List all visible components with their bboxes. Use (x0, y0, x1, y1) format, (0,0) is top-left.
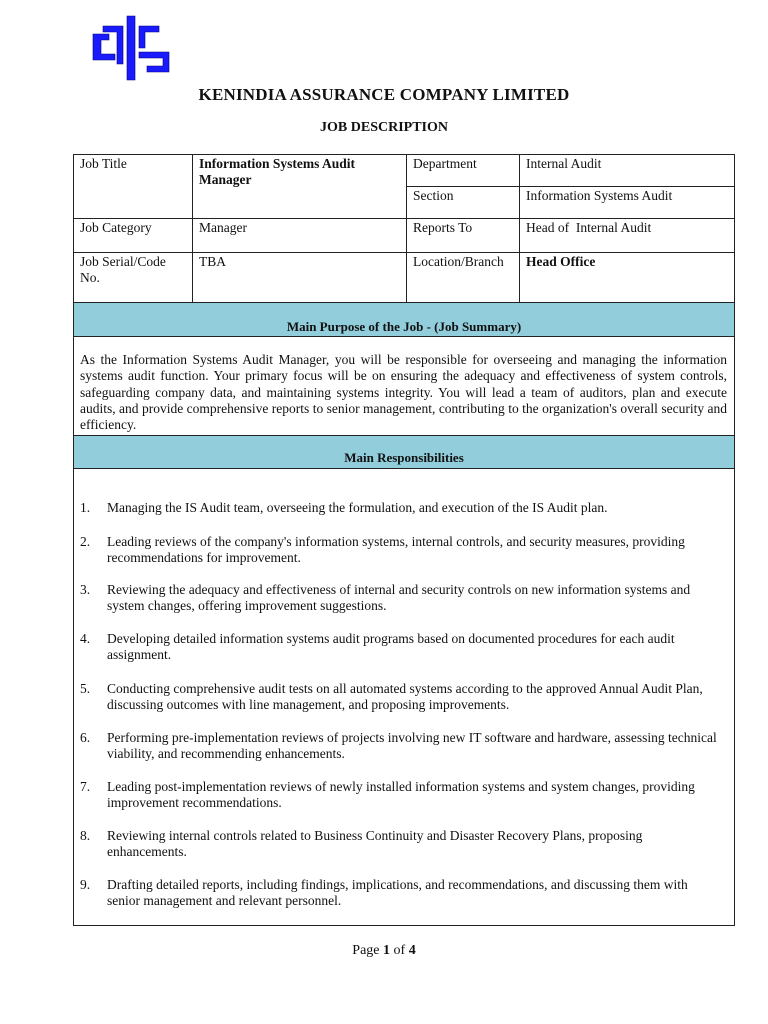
job-serial-label: Job Serial/Code No. (80, 254, 166, 285)
responsibility-text: Leading reviews of the company's information systems, internal controls, and security measures, providing recommendations for improvement. (107, 534, 685, 566)
responsibility-number: 8. (80, 828, 91, 843)
responsibility-text: Drafting detailed reports, including findings, implications, and recommendations, and discussing them with senior management and relevant personnel. (107, 877, 688, 909)
responsibility-text: Reviewing the adequacy and effectiveness of internal and security controls on new information systems and system changes, offering improvement suggestions. (107, 582, 691, 614)
responsibility-item (80, 582, 720, 615)
department-value: Internal Audit (526, 156, 602, 171)
responsibility-text: Developing detailed information systems audit programs based on documented procedures for each audit assignment. (107, 631, 675, 663)
page-word: Page (352, 943, 380, 958)
responsibility-item (80, 828, 720, 861)
section-value: Information Systems Audit (526, 188, 673, 203)
page-footer (0, 943, 768, 959)
responsibility-text: Reviewing internal controls related to Business Continuity and Disaster Recovery Plans, proposing enhancements. (107, 828, 643, 860)
responsibilities-heading: Main Responsibilities (74, 436, 734, 468)
responsibility-item (80, 500, 720, 516)
responsibility-number: 5. (80, 681, 91, 696)
job-title-label: Job Title (80, 156, 127, 171)
responsibility-number: 2. (80, 534, 91, 549)
responsibility-number: 9. (80, 877, 91, 892)
responsibility-number: 3. (80, 582, 91, 597)
responsibility-item (80, 631, 720, 664)
document-title: JOB DESCRIPTION (320, 120, 448, 135)
responsibility-text: Managing the IS Audit team, overseeing the formulation, and execution of the IS Audit plan. (107, 500, 608, 515)
responsibility-number: 1. (80, 500, 91, 515)
page-current: 1 (383, 943, 391, 958)
summary-text: As the Information Systems Audit Manager, you will be responsible for overseeing and managing the information systems audit function. Your primary focus will be on ensuring the adequacy and effectiveness of system controls, safeguarding company data, and maintaining systems integrity. You will lead a team of auditors, plan and execute audits, and provide comprehensive reports to senior management, contributing to the organization's overall security and efficiency. (80, 352, 727, 433)
responsibility-number: 4. (80, 631, 91, 646)
section-label: Section (413, 188, 454, 203)
job-serial-value: TBA (199, 254, 226, 269)
reports-to-label: Reports To (413, 220, 473, 235)
job-category-label: Job Category (80, 220, 152, 235)
location-value: Head Office (526, 254, 596, 269)
responsibility-item (80, 779, 720, 812)
page-total: 4 (408, 943, 416, 958)
responsibility-item (80, 877, 720, 910)
company-name: KENINDIA ASSURANCE COMPANY LIMITED (198, 85, 570, 104)
responsibility-text: Conducting comprehensive audit tests on all automated systems according to the approved Annual Audit Plan, discussing outcomes with line management, and proposing improvements. (107, 681, 703, 713)
responsibility-number: 7. (80, 779, 91, 794)
responsibility-item (80, 681, 720, 714)
department-label: Department (413, 156, 477, 171)
responsibility-item (80, 534, 720, 567)
reports-to-value: Head of Internal Audit (526, 220, 652, 235)
responsibility-number: 6. (80, 730, 91, 745)
kenindia-logo-icon (89, 14, 175, 84)
job-title-value: Information Systems Audit Manager (199, 156, 356, 187)
job-category-value: Manager (199, 220, 247, 235)
responsibility-item (80, 730, 720, 763)
location-label: Location/Branch (413, 254, 504, 269)
of-word: of (393, 943, 406, 958)
responsibility-text: Leading post-implementation reviews of newly installed information systems and system changes, providing improvement recommendations. (107, 779, 695, 811)
summary-heading: Main Purpose of the Job - (Job Summary) (74, 303, 734, 336)
responsibility-text: Performing pre-implementation reviews of projects involving new IT software and hardware, assessing technical viability, and recommending enhancements. (107, 730, 717, 762)
